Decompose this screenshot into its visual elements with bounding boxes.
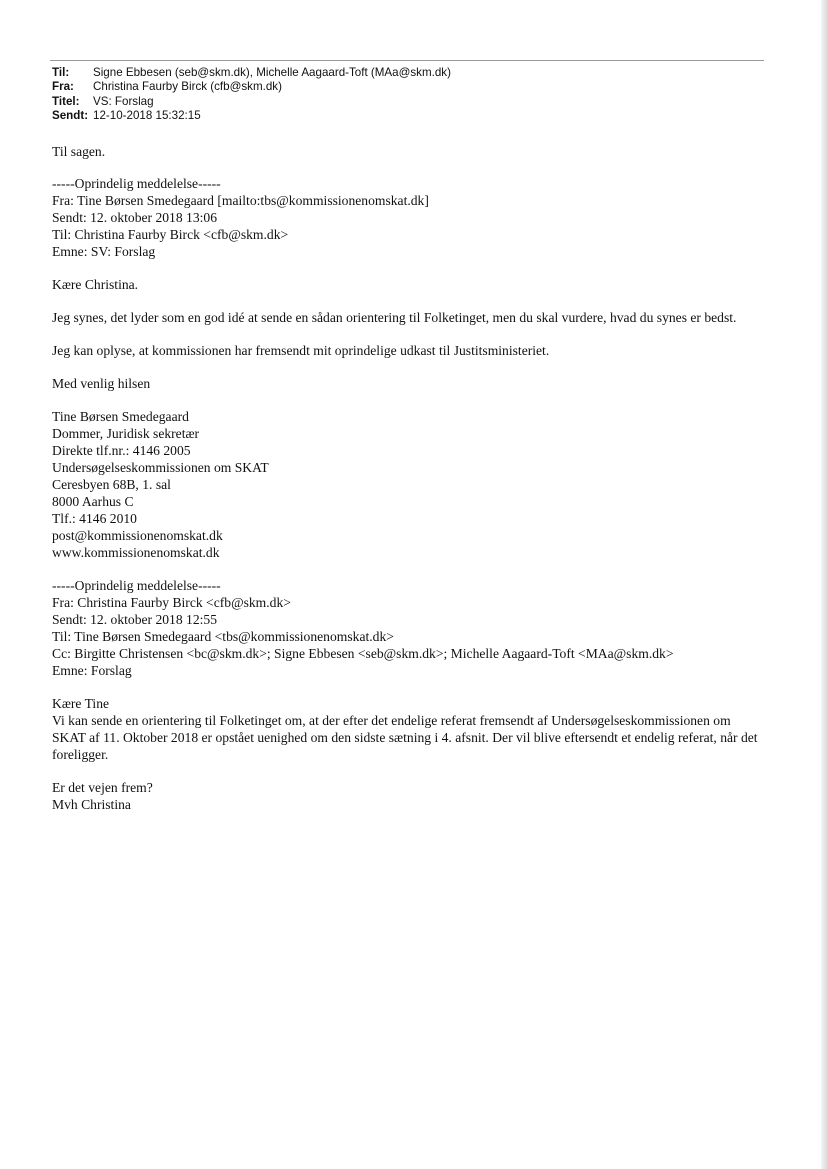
email-body (52, 143, 767, 813)
forward1-closing: Med venlig hilsen (52, 376, 151, 391)
signature-city: 8000 Aarhus C (52, 494, 134, 509)
signature-block (52, 408, 767, 561)
forward2-separator: -----Oprindelig meddelelse----- (52, 578, 221, 593)
signature-phone: Tlf.: 4146 2010 (52, 511, 137, 526)
to-row (52, 66, 451, 80)
forward2-from: Fra: Christina Faurby Birck <cfb@skm.dk> (52, 595, 291, 610)
intro-text: Til sagen. (52, 144, 106, 159)
forward2-paragraph-1: Vi kan sende en orientering til Folketinget om, at der efter det endelige referat fremsendt af Undersøgelseskommissionen om SKAT af 11. Oktober 2018 er opstået uenighed om den sidste sætning i 4. afsnit. Der vil blive eftersendt et endelig referat, når det foreligger. (52, 713, 758, 762)
forward2-sent: Sendt: 12. oktober 2018 12:55 (52, 612, 218, 627)
forward2-subject: Emne: Forslag (52, 663, 132, 678)
forward2-cc: Cc: Birgitte Christensen <bc@skm.dk>; Signe Ebbesen <seb@skm.dk>; Michelle Aagaard-Toft <MAa@skm.dk> (52, 646, 674, 661)
page-edge-shadow (821, 0, 828, 1169)
subject-label: Titel: (52, 94, 80, 108)
forward2-to: Til: Tine Børsen Smedegaard <tbs@kommissionenomskat.dk> (52, 629, 394, 644)
forward1-paragraph-2: Jeg kan oplyse, at kommissionen har fremsendt mit oprindelige udkast til Justitsministeriet. (52, 343, 550, 358)
forward2-question: Er det vejen frem? (52, 780, 153, 795)
forward1-greeting: Kære Christina. (52, 277, 139, 292)
to-label: Til: (52, 66, 70, 79)
signature-direct-phone: Direkte tlf.nr.: 4146 2005 (52, 443, 191, 458)
forward1-from: Fra: Tine Børsen Smedegaard [mailto:tbs@kommissionenomskat.dk] (52, 193, 429, 208)
forward1-paragraph-1: Jeg synes, det lyder som en god idé at sende en sådan orientering til Folketinget, men du skal vurdere, hvad du synes er bedst. (52, 310, 737, 325)
signature-organization: Undersøgelseskommissionen om SKAT (52, 460, 269, 475)
header-divider (50, 60, 764, 61)
signature-email: post@kommissionenomskat.dk (52, 528, 223, 543)
forward1-to: Til: Christina Faurby Birck <cfb@skm.dk> (52, 227, 289, 242)
sent-row (52, 109, 451, 123)
email-header (52, 66, 451, 124)
forward1-separator: -----Oprindelig meddelelse----- (52, 176, 221, 191)
signature-name: Tine Børsen Smedegaard (52, 409, 189, 424)
forward1-subject: Emne: SV: Forslag (52, 244, 156, 259)
signature-website: www.kommissionenomskat.dk (52, 545, 220, 560)
sent-value: 12-10-2018 15:32:15 (93, 109, 201, 123)
sent-label: Sendt: (52, 109, 89, 123)
subject-value: VS: Forslag (93, 94, 154, 108)
to-value: Signe Ebbesen (seb@skm.dk), Michelle Aagaard-Toft (MAa@skm.dk) (93, 66, 451, 79)
signature-street: Ceresbyen 68B, 1. sal (52, 477, 171, 492)
forward1-sent: Sendt: 12. oktober 2018 13:06 (52, 210, 218, 225)
subject-row (52, 95, 451, 109)
forward2-signoff: Mvh Christina (52, 797, 131, 812)
signature-title: Dommer, Juridisk sekretær (52, 426, 200, 441)
from-row (52, 80, 451, 94)
from-value: Christina Faurby Birck (cfb@skm.dk) (93, 80, 282, 94)
forward2-greeting: Kære Tine (52, 696, 110, 711)
from-label: Fra: (52, 80, 74, 94)
